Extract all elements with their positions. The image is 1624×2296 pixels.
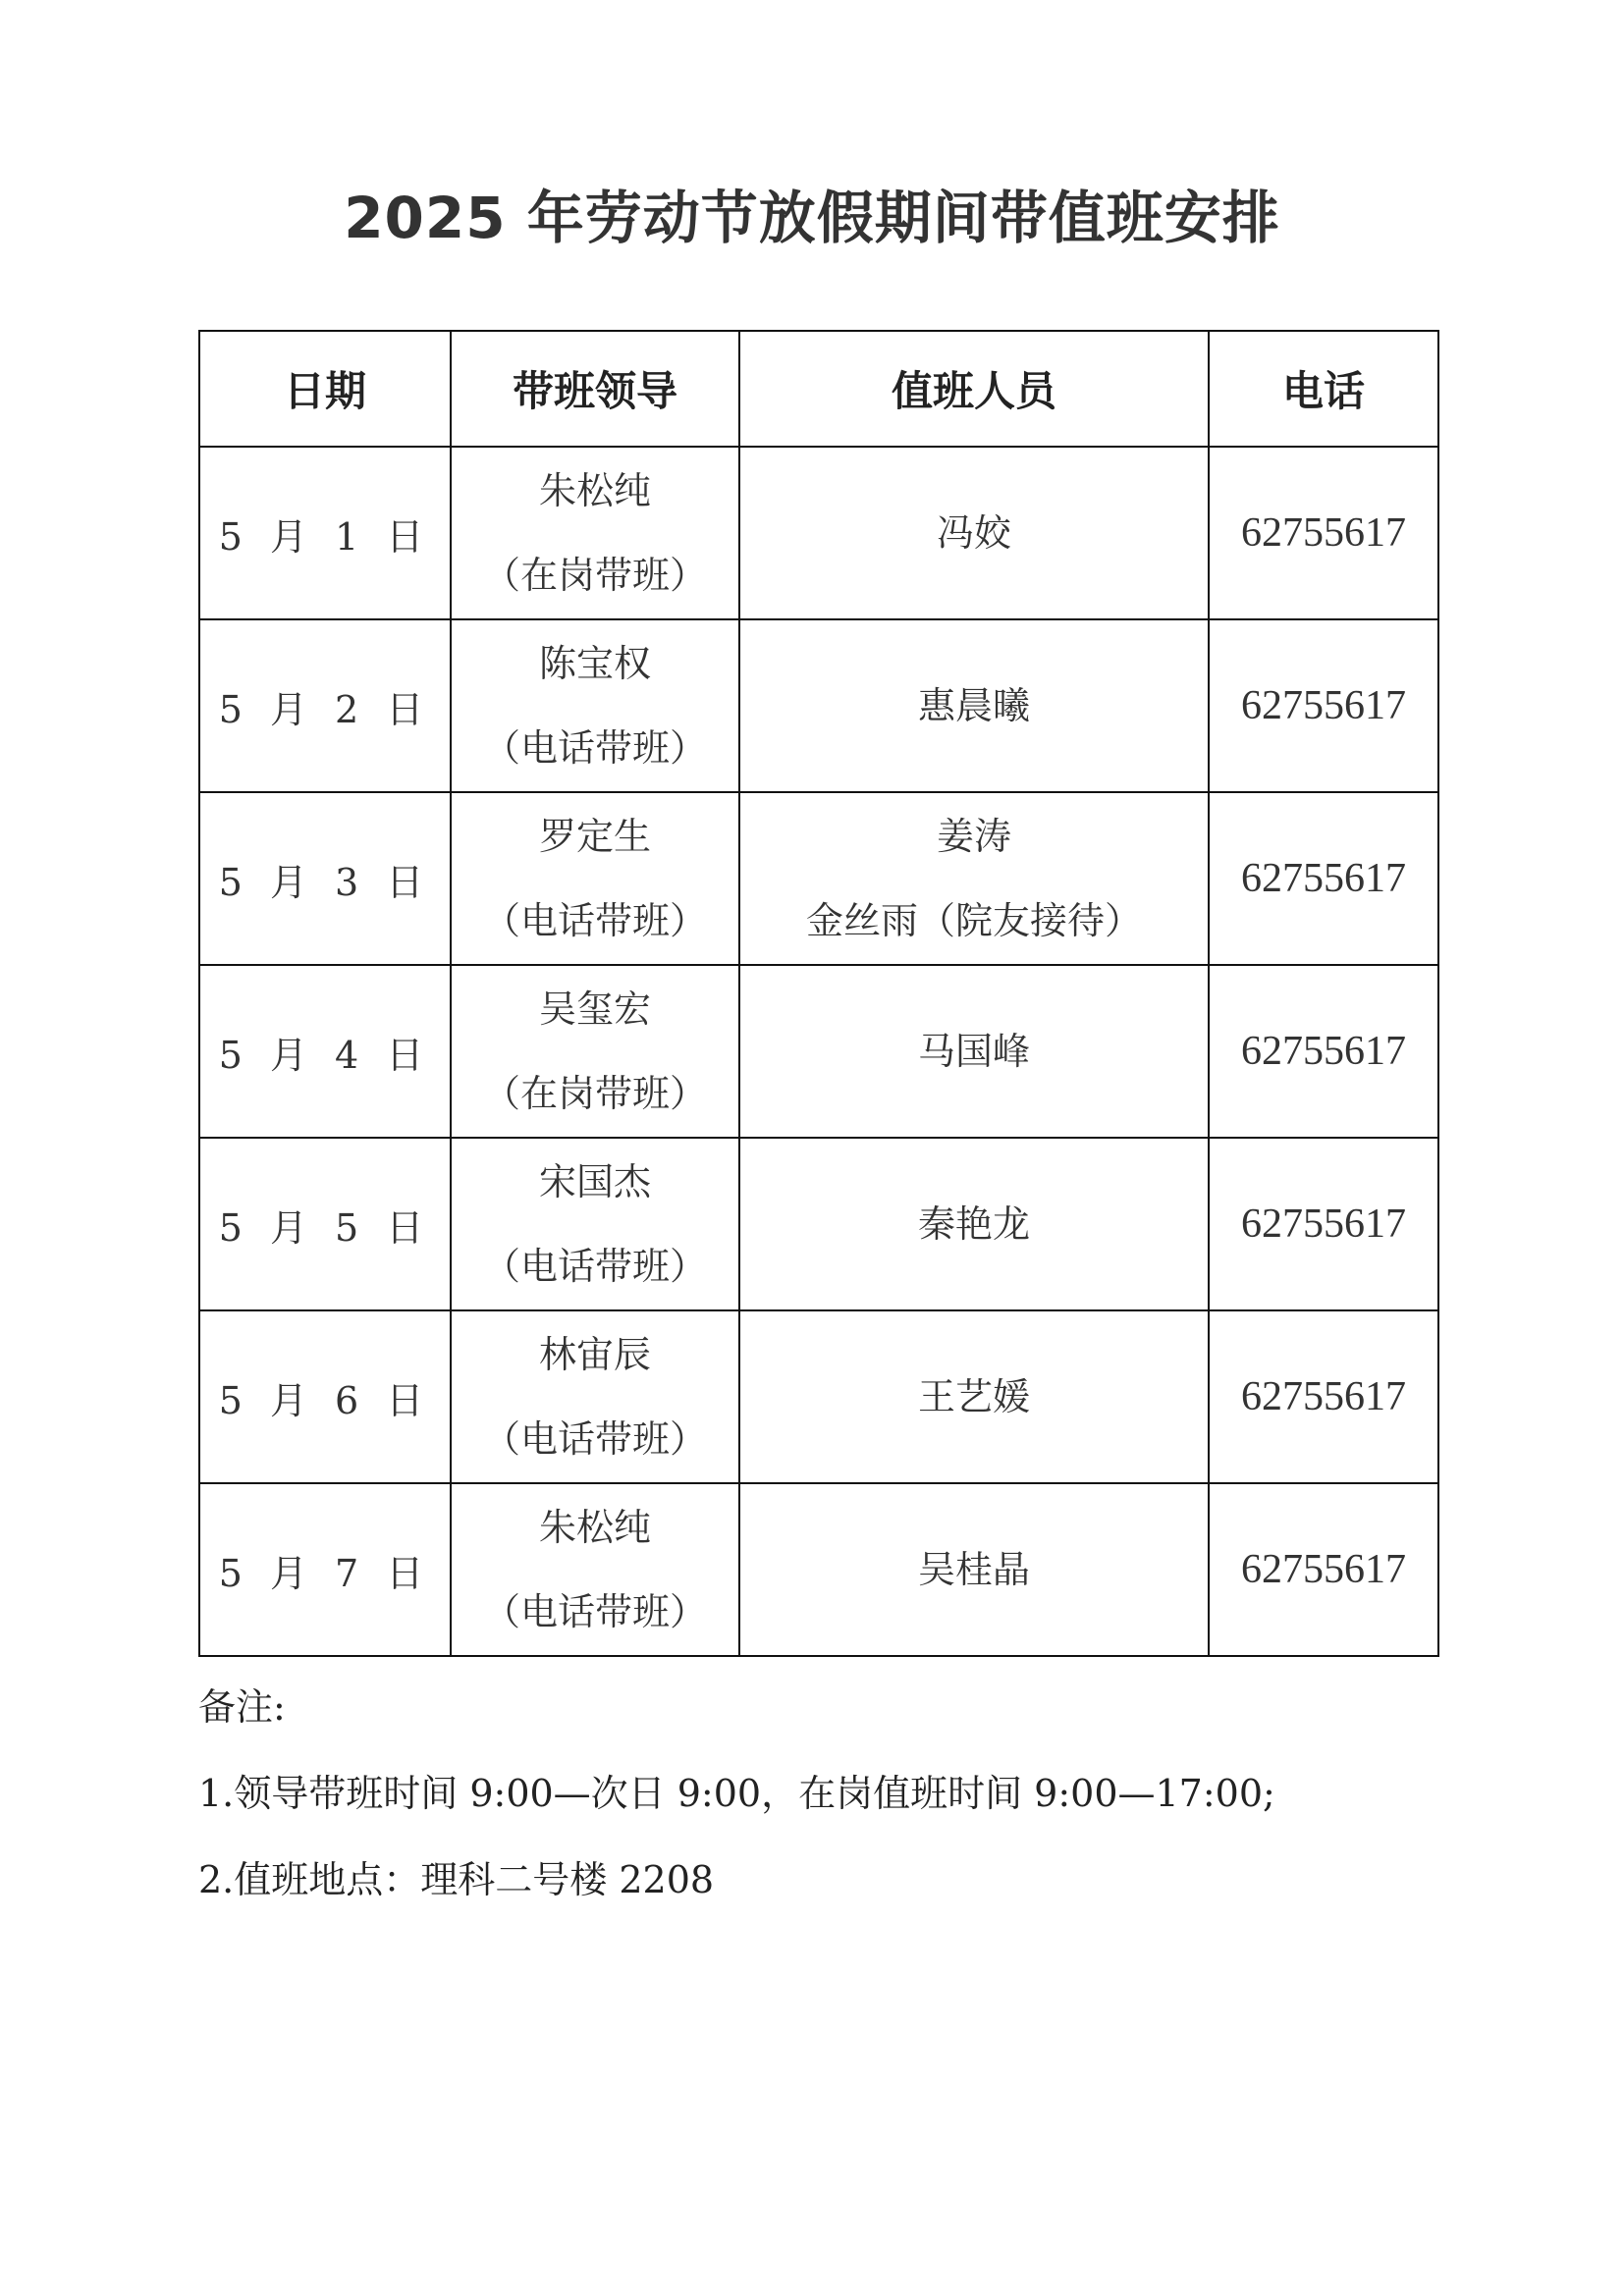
phone-cell (1209, 619, 1438, 792)
date-cell (199, 1483, 451, 1656)
staff-name: 马国峰 (917, 1030, 1030, 1073)
table-row (199, 1483, 1438, 1656)
leader-name: 吴玺宏 (538, 988, 651, 1031)
staff-name: 吴桂晶 (917, 1548, 1030, 1591)
date-text: 5 月 1 日 (218, 514, 432, 559)
staff-cell (739, 792, 1209, 965)
table-row (199, 965, 1438, 1138)
note-item: 1.领导带班时间 9:00—次日 9:00，在岗值班时间 9:00—17:00; (198, 1772, 1275, 1815)
date-text: 5 月 4 日 (218, 1033, 432, 1077)
phone-cell (1209, 965, 1438, 1138)
date-cell (199, 1310, 451, 1483)
phone-cell (1209, 1483, 1438, 1656)
leader-cell (451, 619, 739, 792)
leader-type: （电话带班） (482, 1417, 707, 1461)
staff-name: 冯姣 (936, 511, 1011, 555)
date-cell (199, 619, 451, 792)
leader-cell (451, 792, 739, 965)
leader-cell (451, 447, 739, 619)
staff-cell (739, 1483, 1209, 1656)
phone-number: 62755617 (1241, 1029, 1406, 1074)
leader-name: 宋国杰 (538, 1160, 651, 1203)
leader-name: 林宙辰 (538, 1333, 651, 1376)
date-text: 5 月 2 日 (218, 687, 432, 731)
table-row (199, 619, 1438, 792)
leader-type: （在岗带班） (482, 1072, 707, 1115)
table-row (199, 792, 1438, 965)
staff-name: 姜涛 (936, 815, 1011, 858)
leader-cell (451, 965, 739, 1138)
staff-name: 王艺媛 (917, 1375, 1030, 1418)
date-cell (199, 792, 451, 965)
leader-type: （在岗带班） (482, 554, 707, 597)
header-date: 日期 (199, 331, 451, 447)
phone-cell (1209, 792, 1438, 965)
header-staff: 值班人员 (739, 331, 1209, 447)
table-row (199, 447, 1438, 619)
leader-name: 罗定生 (538, 815, 651, 858)
leader-cell (451, 1310, 739, 1483)
date-text: 5 月 5 日 (218, 1205, 432, 1250)
phone-cell (1209, 1138, 1438, 1310)
header-leader: 带班领导 (451, 331, 739, 447)
table-row (199, 1310, 1438, 1483)
phone-number: 62755617 (1241, 683, 1406, 728)
staff-name: 秦艳龙 (917, 1202, 1030, 1246)
staff-cell (739, 1310, 1209, 1483)
staff-name: 惠晨曦 (917, 684, 1030, 727)
phone-cell (1209, 1310, 1438, 1483)
leader-name: 陈宝权 (538, 642, 651, 685)
note-item: 2.值班地点：理科二号楼 2208 (198, 1858, 715, 1901)
date-cell (199, 447, 451, 619)
leader-name: 朱松纯 (538, 1506, 651, 1549)
phone-number: 62755617 (1241, 510, 1406, 556)
date-cell (199, 1138, 451, 1310)
staff-cell (739, 965, 1209, 1138)
leader-name: 朱松纯 (538, 469, 651, 512)
leader-cell (451, 1138, 739, 1310)
date-text: 5 月 6 日 (218, 1378, 432, 1422)
phone-cell (1209, 447, 1438, 619)
leader-cell (451, 1483, 739, 1656)
leader-type: （电话带班） (482, 726, 707, 770)
header-phone: 电话 (1209, 331, 1438, 447)
phone-number: 62755617 (1241, 1201, 1406, 1247)
table-row (199, 1138, 1438, 1310)
phone-number: 62755617 (1241, 1547, 1406, 1592)
phone-number: 62755617 (1241, 856, 1406, 901)
date-text: 5 月 7 日 (218, 1551, 432, 1595)
staff-cell (739, 447, 1209, 619)
leader-type: （电话带班） (482, 1245, 707, 1288)
notes-heading: 备注: (198, 1685, 286, 1729)
staff-cell (739, 1138, 1209, 1310)
staff-name: 金丝雨（院友接待） (805, 899, 1142, 942)
duty-table (198, 330, 1439, 1657)
notes-section (198, 1664, 1475, 1923)
date-text: 5 月 3 日 (218, 860, 432, 904)
staff-cell (739, 619, 1209, 792)
leader-type: （电话带班） (482, 899, 707, 942)
table-header-row (199, 331, 1438, 447)
date-cell (199, 965, 451, 1138)
page-title: 2025 年劳动节放假期间带值班安排 (344, 185, 1280, 251)
phone-number: 62755617 (1241, 1374, 1406, 1419)
leader-type: （电话带班） (482, 1590, 707, 1633)
